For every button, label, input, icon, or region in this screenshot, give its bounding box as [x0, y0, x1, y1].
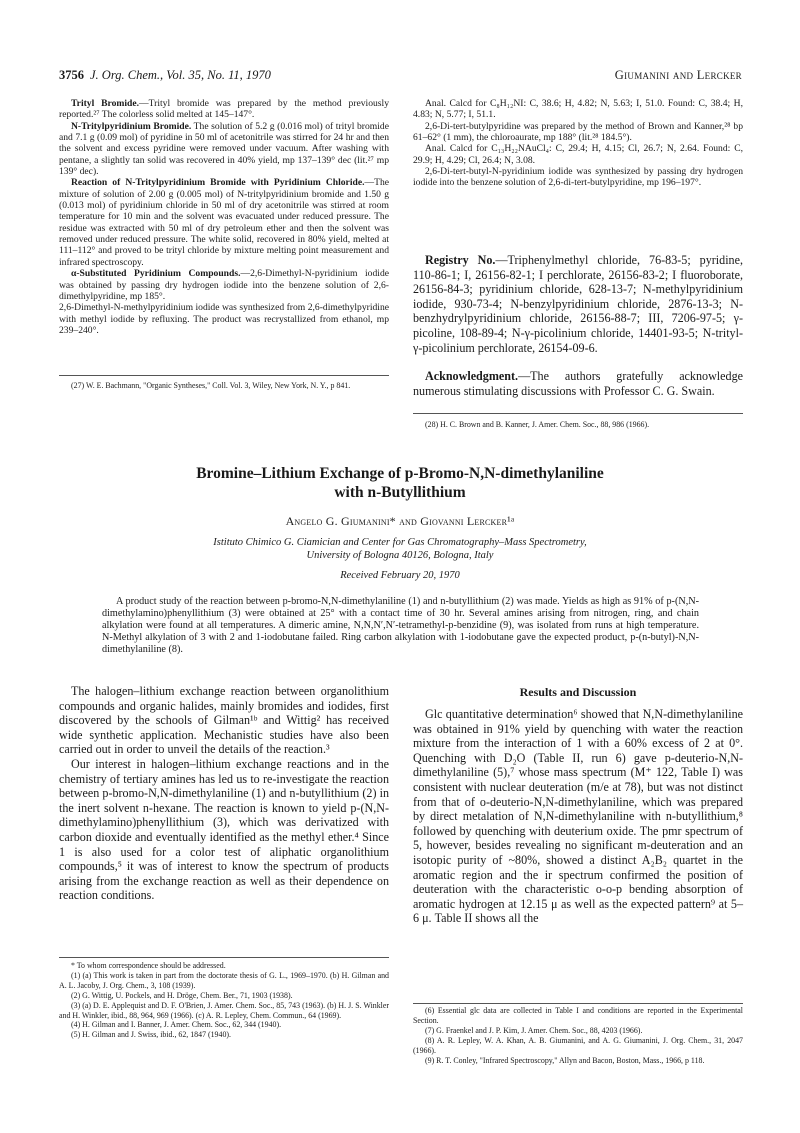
paragraph-text: —The mixture of solution of 2.00 g (0.005 mol) of N-tritylpyridinium bromide and 1.50 g (0.013 mol) of pyridinium chloride in 50 ml of dry acetonitrile was stirred at room temperature for 10 min and the solvent was evacuated under reduced pressure. The residue was extracted with 50 ml of dry petroleum ether and then the solvent was removed under reduced pressure. The white solid, recovered in 80% yield, melted at 111–112° and proved to be trityl chloride by mixture melting point measurement and infrared spectroscopy. [59, 177, 389, 268]
paragraph-text: The solution of 5.2 g (0.016 mol) of trityl bromide and 7.1 g (0.09 mol) of pyridine in 50 ml of acetonitrile was stirred for 24 hr and then the solvent and excess pyridine were removed under vacuum. After washing with pentane, a slightly tan solid was recovered in 40% yield, mp 137–139° dec (lit.²⁷ mp 139° dec). [59, 120, 389, 178]
acknowledgment [413, 369, 743, 398]
ack-heading: Acknowledgment. [425, 369, 519, 383]
run-in-heading: N-Tritylpyridinium Bromide. [71, 120, 192, 132]
footnote-3: (3) (a) D. E. Applequist and D. F. O'Brien, J. Amer. Chem. Soc., 85, 743 (1963). (b) H. J. S. Winkler and H. Winkler, ibid., 88, 964, 969 (1966). (c) A. R. Lepley, Chem. Commun., 64 (1969). [59, 1000, 389, 1020]
footnote-rule [59, 957, 389, 958]
top-left-column [59, 98, 389, 336]
paragraph-alpha-substituted [59, 268, 389, 302]
registry-text: —Triphenylmethyl chloride, 76-83-5; pyridine, 110-86-1; I, 26156-82-1; I perchlorate, 26156-83-2; I fluoroborate, 26156-84-3; pyridinium chloride, 628-13-7; N-methylpyridinium iodide, 930-73-4; N-benzylpyridinium chloride, 2876-13-3; N-benzhydrylpyridinium chloride, 26156-88-7; III, 7206-97-5; γ-picoline, 108-89-4; N-γ-picolinium chloride, 14401-93-5; N-trityl-γ-picolinium perchlorate, 26154-09-6. [413, 253, 743, 355]
results-paragraph: Glc quantitative determination⁶ showed that N,N-dimethylaniline was obtained in 91% yield by quenching with water the reaction mixture from the interaction of 1 with a 60% excess of 2 at 0°. Quenching with D₂O (Table II, run 6) gave p-deuterio-N,N-dimethylaniline (5),⁷ whose mass spectrum (M⁺ 122, Table I) was consistent with nuclear deuteration (m/e at 78), but was not distinct from that of o-deuterio-N,N-dimethylaniline, which was prepared by direct metalation of N,N-dimethylaniline with n-butyllithium,⁸ followed by quenching with deuterium oxide. The pmr spectrum of 5, however, besides revealing no significant m-deuteration and an isotopic purity of ~80%, showed a distinct A₂B₂ quartet in the aromatic region and the ir spectrum confirmed the position of deuteration with the characteristic o-o-p bending absorption of aromatic hydrogen at 12.15 μ as well as the expected pattern⁹ at 5–6 μ. Table II shows all the [413, 707, 743, 926]
introduction [59, 684, 389, 903]
page-number: 3756 [59, 68, 84, 82]
paragraph-reaction [59, 177, 389, 268]
run-in-heading: α-Substituted Pyridinium Compounds. [71, 268, 241, 280]
paragraph-tritylpyridinium-bromide [59, 121, 389, 178]
paragraph-di-tert-butyl-iodide: 2,6-Di-tert-butyl-N-pyridinium iodide was synthesized by passing dry hydrogen iodide into the benzene solution of 2,6-di-tert-butylpyridine, mp 196–197°. [413, 166, 743, 189]
article-title [100, 464, 700, 502]
affiliation-line-2: University of Bologna 40126, Bologna, Italy [306, 550, 494, 561]
footnotes-left [59, 961, 389, 1040]
footnote-rule [413, 1003, 743, 1004]
author-line: Angelo G. Giumanini* and Giovanni Lercker¹ᵃ [285, 514, 515, 528]
footnote-28 [413, 420, 743, 430]
title-line-2: with n-Butyllithium [334, 484, 466, 501]
run-in-heading: Reaction of N-Tritylpyridinium Bromide with Pyridinium Chloride. [71, 177, 365, 189]
footnote-rule [59, 375, 389, 376]
footnote-text: (28) H. C. Brown and B. Kanner, J. Amer. Chem. Soc., 88, 986 (1966). [425, 420, 650, 429]
footnote-1: (1) (a) This work is taken in part from the doctorate thesis of G. L., 1969–1970. (b) H. Gilman and A. L. Jacoby, J. Org. Chem., 3, 108 (1939). [59, 970, 389, 990]
footnote-rule [413, 413, 743, 414]
intro-paragraph-2: Our interest in halogen–lithium exchange reactions and in the chemistry of tertiary amines has led us to re-investigate the reaction between p-bromo-N,N-dimethylaniline (1) and n-butyllithium (2) in the inert solvent n-hexane. The reaction is known to yield p-(N,N-dimethylamino)phenyllithium (3), which was derivatized with carbon dioxide and eventually identified as the methyl ether.⁴ Since 1 is also used for a color test of aliphatic organolithium compounds,⁵ it was of interest to know the spectrum of products arising from the exchange reaction as well as their dependence on reaction conditions. [59, 756, 389, 903]
title-line-1: Bromine–Lithium Exchange of p-Bromo-N,N-dimethylaniline [196, 465, 604, 482]
footnote-6: (6) Essential glc data are collected in Table I and conditions are reported in the Experimental Section. [413, 1006, 743, 1025]
abstract-text: A product study of the reaction between p-bromo-N,N-dimethylaniline (1) and n-butyllithium (2) was made. Yields as high as 91% of p-(N,N-dimethylamino)phenyllithium (3) were obtained at 25° with a contact time of 30 hr. Several amines arising from nitrogen, ring, and chain alkylation were found at all temperatures. A dimeric amine, N,N,N′,N′-tetramethyl-p-benzidine (9), was isolated from runs at high temperature. N-Methyl alkylation of 3 with 2 and 1-iodobutane failed. Ring carbon alkylation with 1-iodobutane gave the expected product, p-(n-butyl)-N,N-dimethylaniline (8). [102, 596, 699, 656]
registry-heading: Registry No. [425, 253, 496, 267]
journal-citation: J. Org. Chem., Vol. 35, No. 11, 1970 [90, 68, 271, 82]
paragraph-text: —Trityl bromide was prepared by the method previously reported.²⁷ The colorless solid melted at 145–147°. [59, 98, 389, 121]
footnote-5: (5) H. Gilman and J. Swiss, ibid., 62, 1847 (1940). [71, 1030, 231, 1040]
analysis-1: Anal. Calcd for C₈H₁₂NI: C, 38.6; H, 4.82; N, 5.63; I, 51.0. Found: C, 38.4; H, 4.83; N, 5.77; I, 51.1. [413, 98, 743, 121]
footnotes-right [413, 1006, 743, 1065]
footnote-4: (4) H. Gilman and I. Banner, J. Amer. Chem. Soc., 62, 344 (1940). [71, 1020, 282, 1030]
paragraph-dimethyl-methylpyridinium: 2,6-Dimethyl-N-methylpyridinium iodide was synthesized from 2,6-dimethylpyridine with methyl iodide by refluxing. The product was recrystallized from ethanol, mp 239–240°. [59, 302, 389, 336]
paragraph-di-tert-butylpyridine: 2,6-Di-tert-butylpyridine was prepared by the method of Brown and Kanner,²⁸ bp 61–62° (1 mm), the chloroaurate, mp 188° (lit.²⁸ 184.5°). [413, 120, 743, 144]
affiliation-line-1: Istituto Chimico G. Ciamician and Center for Gas Chromatography–Mass Spectrometry, [213, 537, 587, 548]
ack-text: —The authors gratefully acknowledge numerous stimulating discussions with Professor C. G. Swain. [413, 369, 743, 398]
abstract [102, 596, 699, 656]
top-right-column [413, 98, 743, 189]
footnote-8: (8) A. R. Lepley, W. A. Khan, A. B. Giumanini, and A. G. Giumanini, J. Org. Chem., 31, 2047 (1966). [413, 1035, 743, 1055]
run-in-heading: Trityl Bromide. [71, 98, 140, 109]
results-text [413, 707, 743, 926]
intro-paragraph-1: The halogen–lithium exchange reaction between organolithium compounds and organic halides, mainly bromides and iodides, first discovered by the schools of Gilman¹ᵇ and Wittig² has received wide synthetic application. Mechanistic studies have also been carried out in order to unveil the details of the reaction.³ [59, 684, 389, 757]
footnote-star: * To whom correspondence should be addressed. [71, 961, 226, 970]
affiliation [120, 536, 680, 562]
footnote-text: (27) W. E. Bachmann, "Organic Syntheses," Coll. Vol. 3, Wiley, New York, N. Y., p 841. [71, 381, 351, 390]
analysis-2: Anal. Calcd for C₁₃H₂₂NAuCl₄: C, 29.4; H, 4.15; Cl, 26.7; N, 2.64. Found: C, 29.9; H, 4.29; Cl, 26.4; N, 3.08. [413, 143, 743, 166]
running-head-authors: Giumanini and Lercker [614, 68, 742, 82]
received-date: Received February 20, 1970 [340, 570, 460, 581]
footnote-2: (2) G. Wittig, U. Pockels, and H. Dröge, Chem. Ber., 71, 1903 (1938). [71, 990, 293, 1000]
registry-numbers [413, 253, 743, 355]
footnote-7: (7) G. Fraenkel and J. P. Kim, J. Amer. Chem. Soc., 88, 4203 (1966). [425, 1025, 643, 1035]
footnote-9: (9) R. T. Conley, "Infrared Spectroscopy," Allyn and Bacon, Boston, Mass., 1966, p 118. [425, 1055, 705, 1065]
footnote-27 [59, 381, 389, 391]
paragraph-trityl-bromide [59, 98, 389, 121]
running-header [59, 68, 742, 84]
paragraph-text: —2,6-Dimethyl-N-pyridinium iodide was obtained by passing dry hydrogen iodide into the benzene solution of 2,6-dimethylpyridine, mp 185°. [59, 268, 389, 302]
section-heading-results: Results and Discussion [519, 685, 637, 699]
